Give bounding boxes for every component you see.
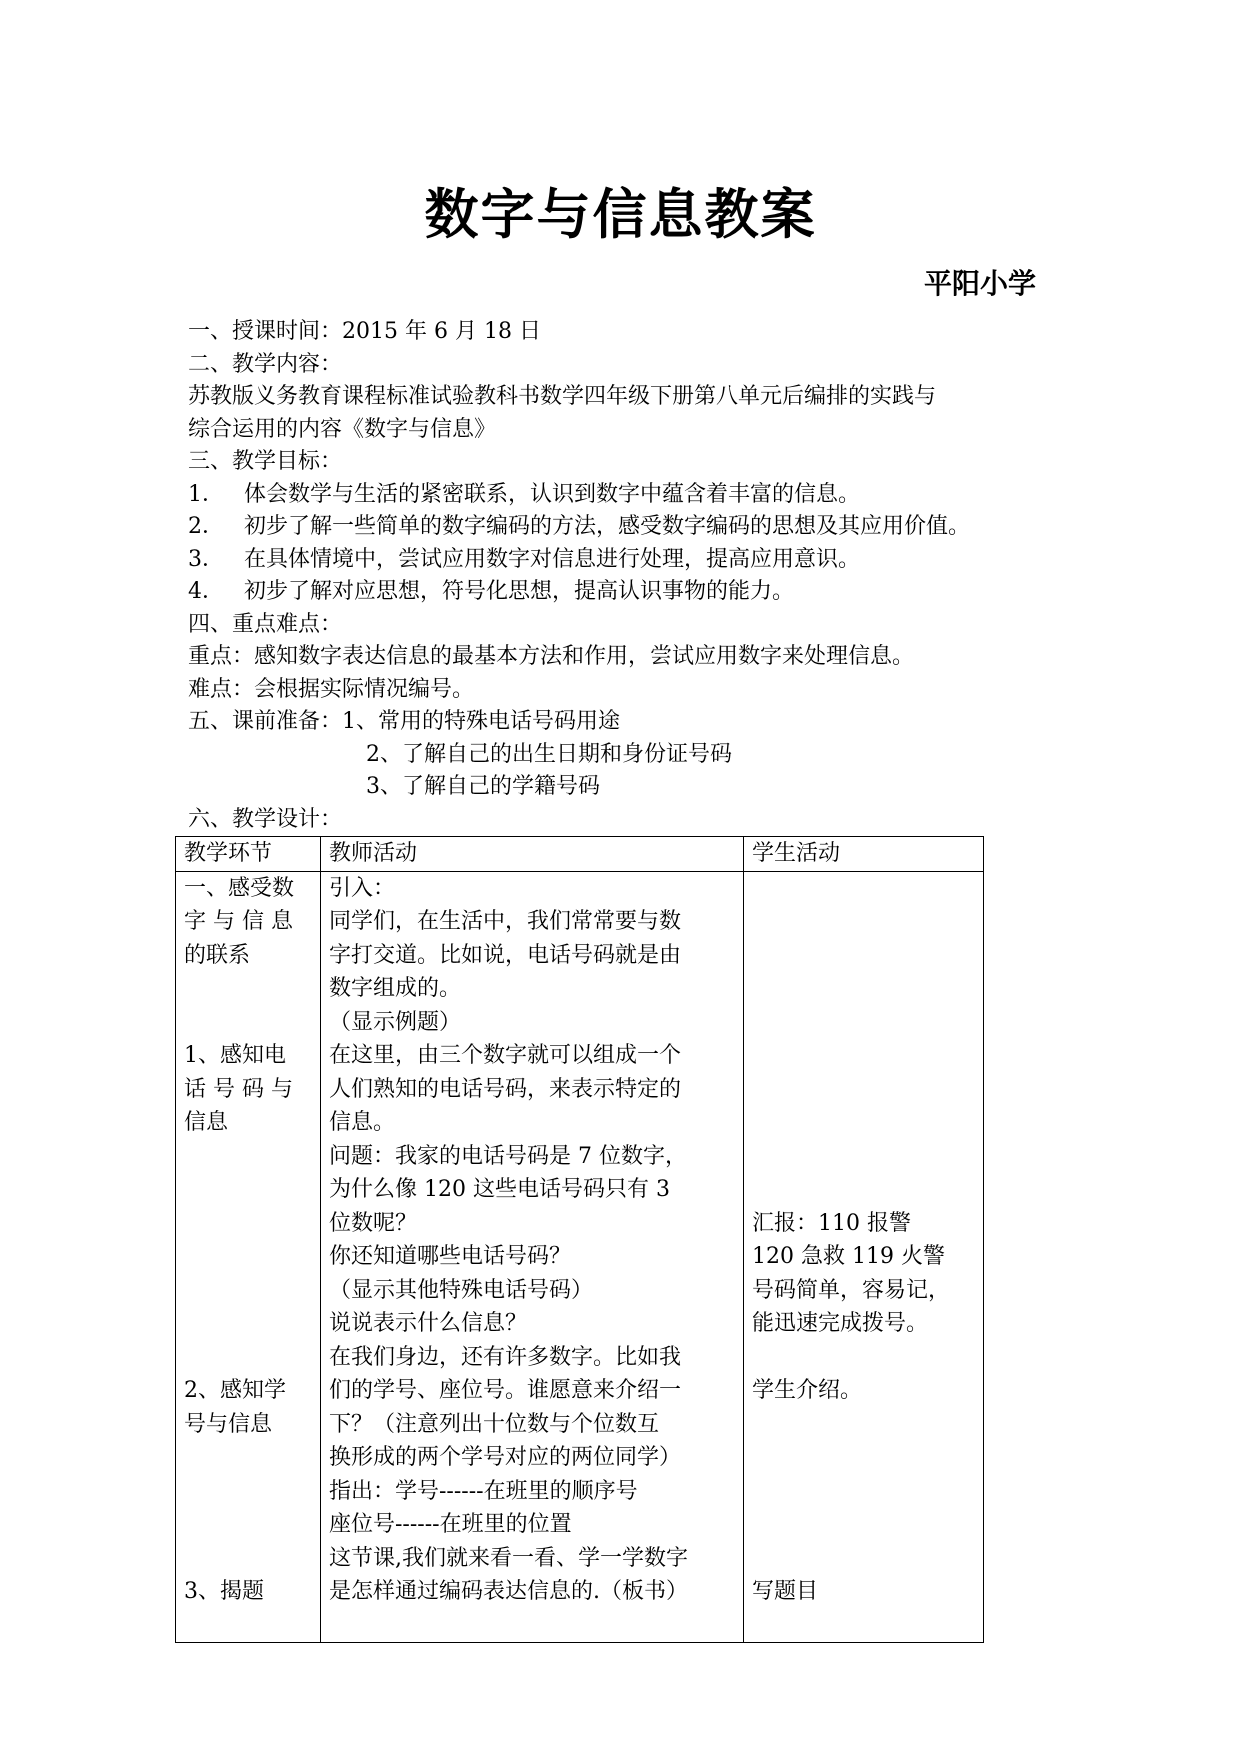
goal-item <box>188 511 1068 544</box>
stage-line <box>184 1609 312 1643</box>
stage-line: 2、感知学 <box>184 1378 286 1403</box>
lesson-time: 一、授课时间：2015 年 6 月 18 日 <box>188 319 541 344</box>
stage-line <box>184 1274 312 1308</box>
goal-number: 2． <box>188 514 224 539</box>
teacher-line: （显示其他特殊电话号码） <box>329 1277 594 1303</box>
teacher-line: 指出：学号------在班里的顺序号 <box>329 1478 638 1504</box>
stage-line <box>184 1173 312 1207</box>
teacher-line: 下？（注意列出十位数与个位数互 <box>329 1411 660 1437</box>
stage-line <box>184 972 312 1006</box>
student-line: 120 急救 119 火警 <box>752 1244 945 1269</box>
student-line <box>752 1039 975 1073</box>
teacher-line: 你还知道哪些电话号码？ <box>329 1244 572 1269</box>
teacher-line: 说说表示什么信息？ <box>329 1311 528 1336</box>
goal-text: 体会数学与生活的紧密联系，认识到数字中蕴含着丰富的信息。 <box>244 481 861 507</box>
teacher-line: 座位号------在班里的位置 <box>329 1512 572 1537</box>
teacher-line: 们的学号、座位号。谁愿意来介绍一 <box>329 1378 682 1403</box>
student-line: 号码简单，容易记， <box>752 1277 951 1303</box>
student-line <box>752 1441 975 1475</box>
goal-number: 4． <box>188 579 224 604</box>
student-line: 汇报：110 报警 <box>752 1210 911 1236</box>
teacher-line: 是怎样通过编码表达信息的.（板书） <box>329 1579 688 1604</box>
document-title: 数字与信息教案 <box>424 183 817 246</box>
student-line <box>752 872 975 906</box>
student-line: 能迅速完成拨号。 <box>752 1311 929 1336</box>
stage-line: 的联系 <box>184 942 251 968</box>
stage-line <box>184 1006 312 1040</box>
stage-line <box>184 1207 312 1241</box>
table-header-row <box>176 837 984 872</box>
school-name: 平阳小学 <box>923 267 1036 300</box>
table-row <box>176 871 984 1643</box>
stage-line: 3、揭题 <box>184 1579 264 1604</box>
teacher-line: 信息。 <box>329 1110 396 1135</box>
stage-line <box>184 1441 312 1475</box>
student-line <box>752 1173 975 1207</box>
prep-line: 五、课前准备：1、常用的特殊电话号码用途 <box>188 709 620 734</box>
student-line: 写题目 <box>752 1579 819 1604</box>
teacher-line: 这节课,我们就来看一看、学一学数字 <box>329 1545 688 1571</box>
goal-text: 初步了解对应思想，符号化思想，提高认识事物的能力。 <box>244 579 795 604</box>
student-line: 学生介绍。 <box>752 1378 863 1403</box>
teacher-line: 位数呢？ <box>329 1210 418 1236</box>
student-line <box>752 1408 975 1442</box>
goal-text: 在具体情境中，尝试应用数字对信息进行处理，提高应用意识。 <box>244 546 861 572</box>
student-line <box>752 1073 975 1107</box>
goal-item <box>188 479 1068 512</box>
difficulty: 难点：会根据实际情况编号。 <box>188 676 475 702</box>
student-cell <box>744 871 984 1643</box>
teacher-line: 换形成的两个学号对应的两位同学） <box>329 1445 682 1470</box>
teacher-line: 数字组成的。 <box>329 976 462 1001</box>
stage-line <box>184 1475 312 1509</box>
student-line <box>752 939 975 973</box>
student-line <box>752 1106 975 1140</box>
teacher-line: 字打交道。比如说，电话号码就是由 <box>329 942 682 968</box>
student-line <box>752 1140 975 1174</box>
teacher-line: 为什么像 120 这些电话号码只有 3 <box>329 1177 670 1202</box>
teacher-line: 在这里，由三个数字就可以组成一个 <box>329 1043 682 1068</box>
stage-line: 1、感知电 <box>184 1043 286 1068</box>
key-heading: 四、重点难点： <box>188 611 343 637</box>
student-line <box>752 1508 975 1542</box>
student-line <box>752 1542 975 1576</box>
goal-item <box>188 544 1068 577</box>
stage-cell <box>176 871 321 1643</box>
teacher-line: 人们熟知的电话号码，来表示特定的 <box>329 1076 682 1102</box>
teacher-line: 引入： <box>329 875 396 901</box>
content-line: 综合运用的内容《数字与信息》 <box>188 416 497 442</box>
stage-line <box>184 1341 312 1375</box>
stage-line <box>184 1508 312 1542</box>
goal-number: 3． <box>188 546 224 572</box>
document-body <box>188 316 1068 836</box>
student-line <box>752 1475 975 1509</box>
goal-text: 初步了解一些简单的数字编码的方法，感受数字编码的思想及其应用价值。 <box>244 514 971 539</box>
teacher-line: 问题：我家的电话号码是 7 位数字， <box>329 1143 687 1169</box>
key-point: 重点：感知数字表达信息的最基本方法和作用，尝试应用数字来处理信息。 <box>188 644 915 669</box>
stage-line <box>184 1140 312 1174</box>
student-line <box>752 905 975 939</box>
stage-line <box>184 1240 312 1274</box>
header-student: 学生活动 <box>744 837 984 872</box>
student-line <box>752 1341 975 1375</box>
goal-number: 1． <box>188 481 224 507</box>
stage-line: 一、感受数 <box>184 875 295 901</box>
stage-line <box>184 1307 312 1341</box>
stage-line: 话 号 码 与 <box>184 1076 293 1102</box>
header-stage: 教学环节 <box>176 837 321 872</box>
goals-heading: 三、教学目标： <box>188 449 343 474</box>
prep-line: 2、了解自己的出生日期和身份证号码 <box>366 741 732 767</box>
student-line <box>752 1006 975 1040</box>
header-teacher: 教师活动 <box>321 837 744 872</box>
student-line <box>752 972 975 1006</box>
design-heading: 六、教学设计： <box>188 806 343 832</box>
teacher-line: 在我们身边，还有许多数字。比如我 <box>329 1344 682 1370</box>
stage-line: 字 与 信 息 <box>184 909 293 934</box>
stage-line <box>184 1542 312 1576</box>
stage-line: 信息 <box>184 1110 229 1135</box>
teacher-line: 同学们，在生活中，我们常常要与数 <box>329 909 682 934</box>
content-heading: 二、教学内容： <box>188 351 343 377</box>
teaching-design-table <box>175 836 984 1643</box>
goal-item <box>188 576 1068 609</box>
teacher-line: （显示例题） <box>329 1009 462 1035</box>
prep-line: 3、了解自己的学籍号码 <box>366 774 600 799</box>
stage-line: 号与信息 <box>184 1411 273 1437</box>
content-line: 苏教版义务教育课程标准试验教科书数学四年级下册第八单元后编排的实践与 <box>188 384 937 409</box>
teacher-cell <box>321 871 744 1643</box>
